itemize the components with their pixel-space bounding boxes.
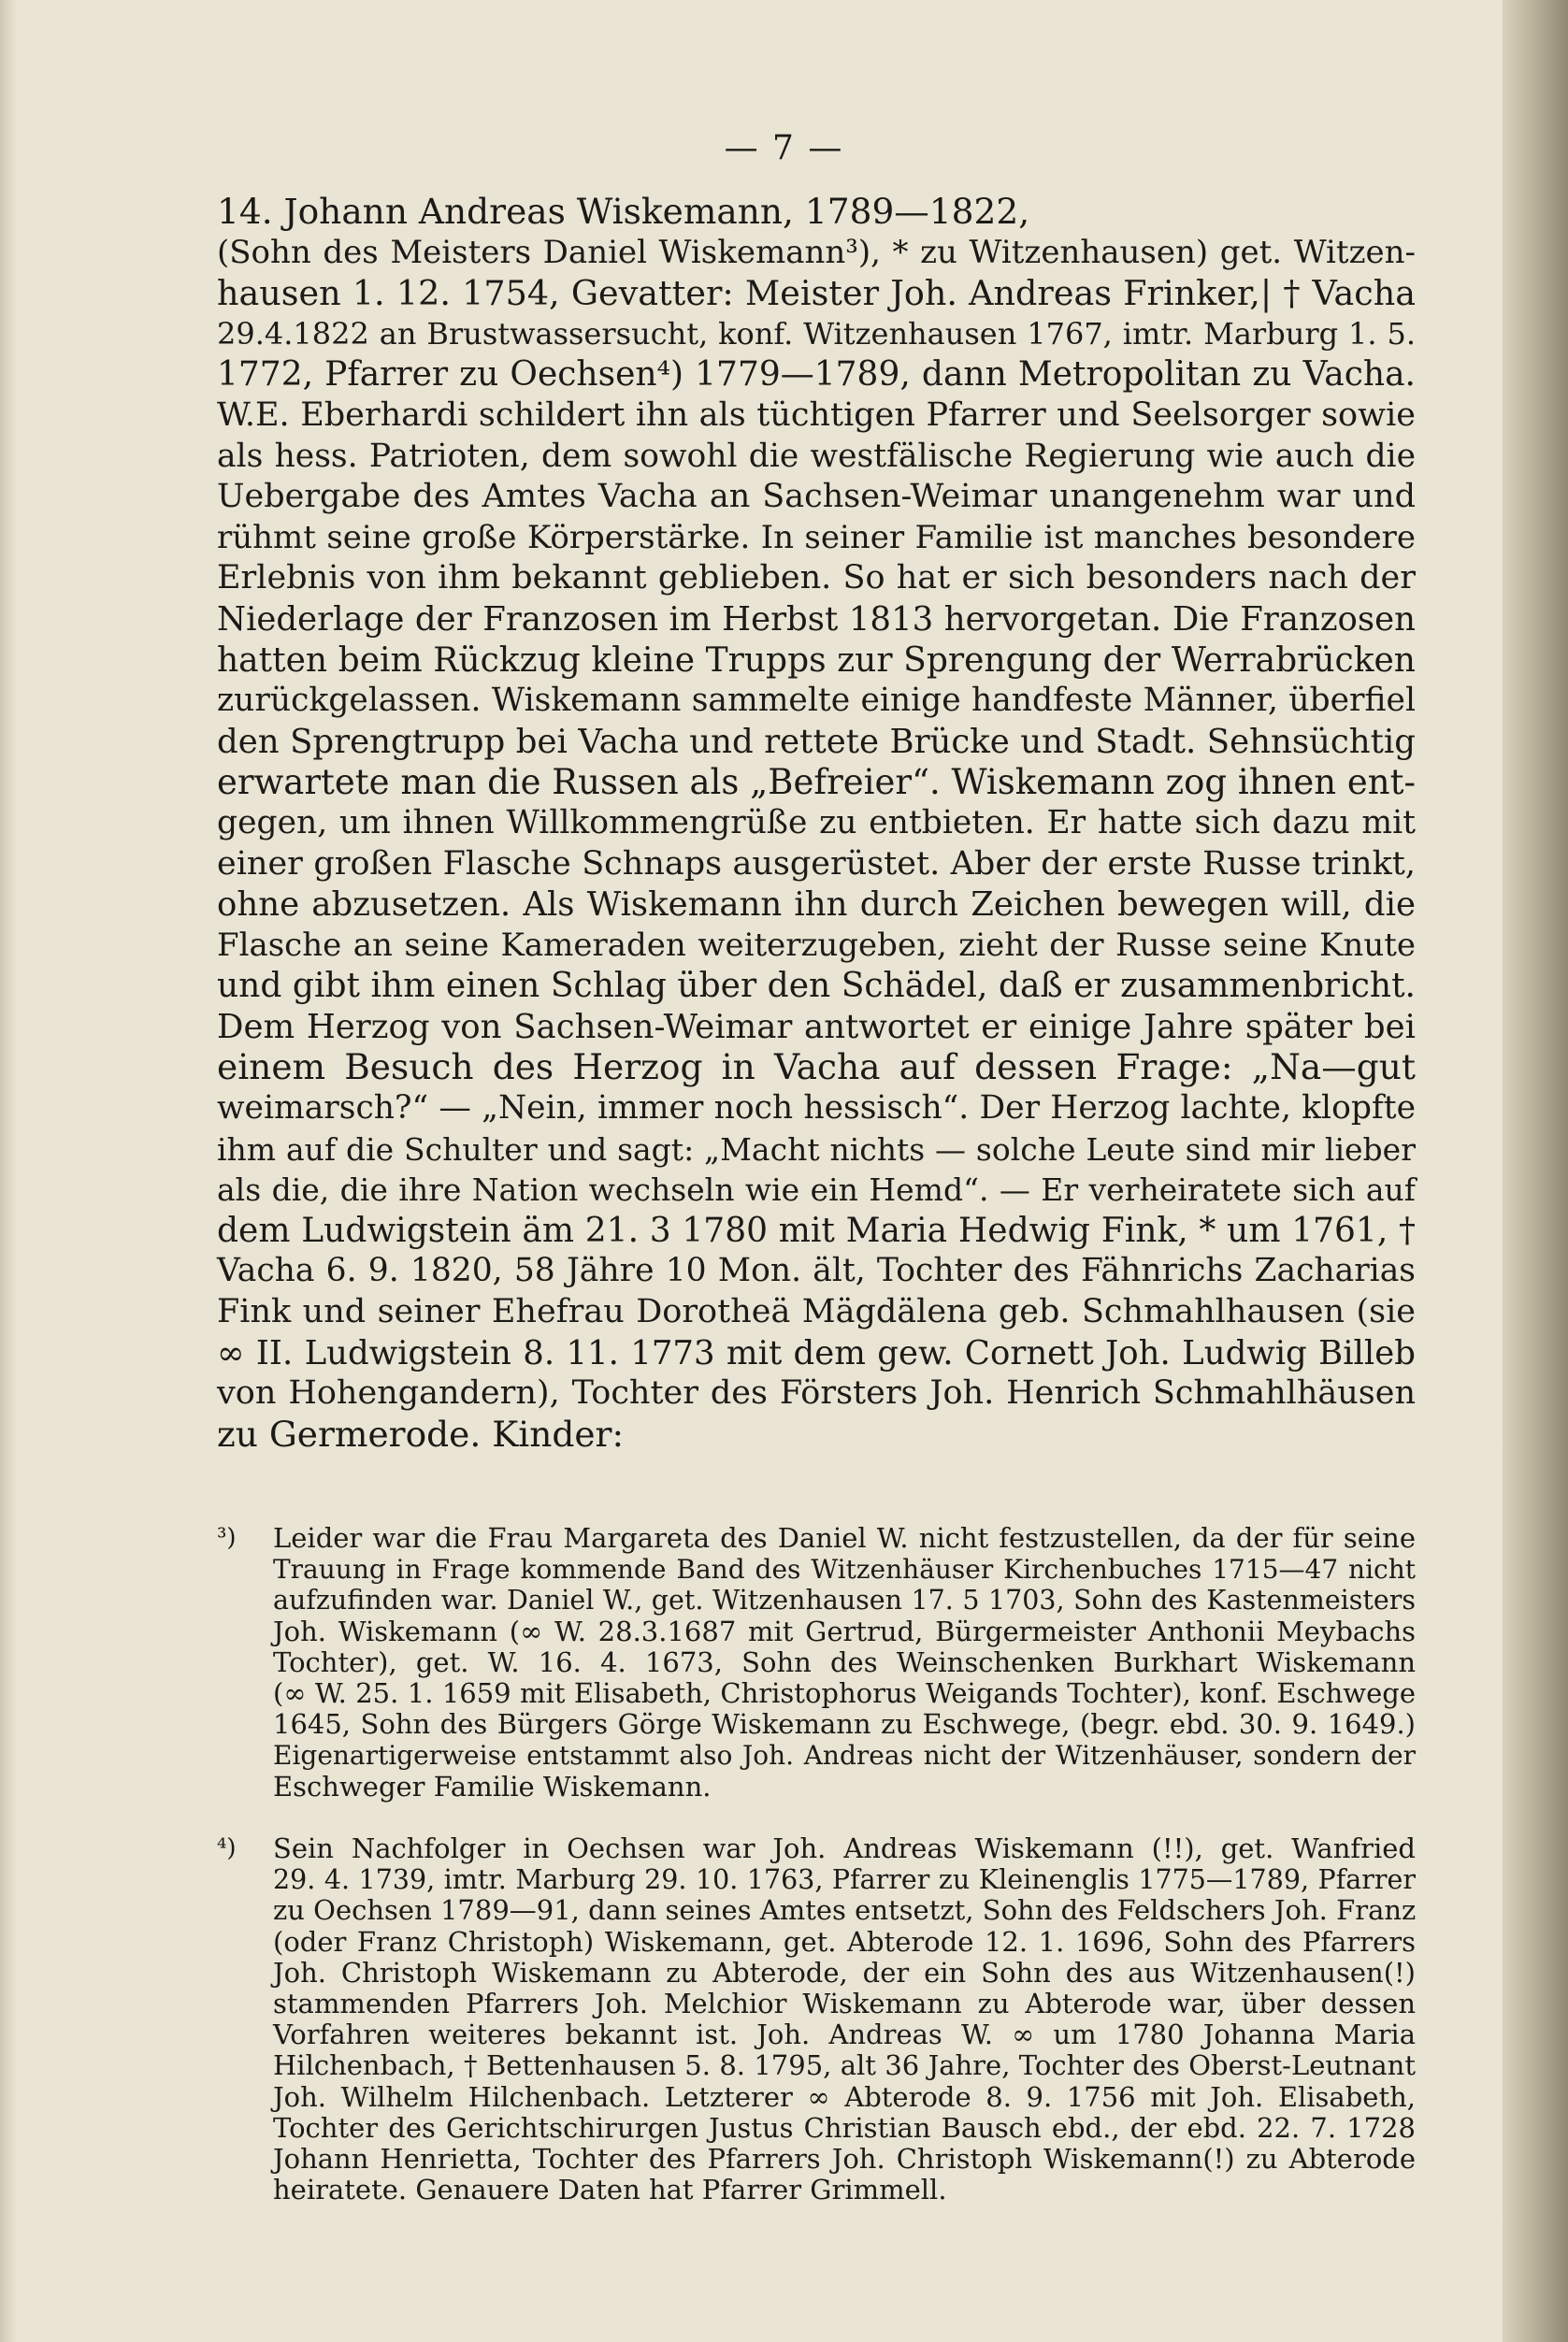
footnote-line: Vorfahren weiteres bekannt ist. Joh. Andreas W. ∞ um 1780 Johanna Maria — [273, 2019, 1416, 2051]
text-line: W.E. Eberhardi schildert ihn als tüchtigen Pfarrer und Seelsorger sowie — [217, 395, 1416, 434]
text-line: hatten beim Rückzug kleine Trupps zur Sprengung der Werrabrücken — [217, 640, 1416, 680]
text-line: rühmt seine große Körperstärke. In seiner Familie ist manches besondere — [217, 518, 1416, 556]
footnote-4-marker: ⁴) — [217, 1834, 237, 1862]
text-line: 1772, Pfarrer zu Oechsen⁴) 1779—1789, dann Metropolitan zu Vacha. — [217, 355, 1416, 395]
text-line: als hess. Patrioten, dem sowohl die westfälische Regierung wie auch die — [217, 437, 1416, 475]
text-line: den Sprengtrupp bei Vacha und rettete Brücke und Stadt. Sehnsüchtig — [217, 722, 1416, 761]
footnote-line: Joh. Wiskemann (∞ W. 28.3.1687 mit Gertrud, Bürgermeister Anthonii Meybachs — [273, 1615, 1416, 1647]
text-line: gegen, um ihnen Willkommengrüße zu entbieten. Er hatte sich dazu mit — [217, 803, 1416, 841]
text-line: 29.4.1822 an Brustwassersucht, konf. Witzenhausen 1767, imtr. Marburg 1. 5. — [217, 315, 1416, 352]
footnote-line: Leider war die Frau Margareta des Daniel W. nicht festzustellen, da der für seine — [273, 1522, 1416, 1554]
text-line: Erlebnis von ihm bekannt geblieben. So hat er sich besonders nach der — [217, 559, 1416, 597]
text-line: einer großen Flasche Schnaps ausgerüstet. Aber der erste Russe trinkt, — [217, 844, 1416, 883]
footnote-line: Eschweger Familie Wiskemann. — [273, 1770, 712, 1803]
text-line: ihm auf die Schulter und sagt: „Macht nichts — solche Leute sind mir lieber — [217, 1130, 1416, 1168]
footnote-line: (∞ W. 25. 1. 1659 mit Elisabeth, Christophorus Weigands Tochter), konf. Eschwege — [273, 1677, 1416, 1710]
footnote-line: Trauung in Frage kommende Band des Witzenhäuser Kirchenbuches 1715—47 nicht — [273, 1554, 1416, 1586]
footnote-line: Johann Henrietta, Tochter des Pfarrers Joh. Christoph Wiskemann(!) zu Abterode — [273, 2143, 1416, 2176]
footnote-3-body — [273, 1523, 1416, 1803]
text-line: 14. Johann Andreas Wiskemann, 1789—1822, — [217, 191, 1030, 232]
footnote-line: 29. 4. 1739, imtr. Marburg 29. 10. 1763, Pfarrer zu Kleinenglis 1775—1789, Pfarrer — [273, 1864, 1416, 1896]
footnote-line: Sein Nachfolger in Oechsen war Joh. Andreas Wiskemann (!!), get. Wanfried — [273, 1832, 1416, 1864]
footnote-line: heiratete. Genauere Daten hat Pfarrer Grimmell. — [273, 2174, 947, 2206]
text-line: weimarsch?“ — „Nein, immer noch hessisch“. Der Herzog lachte, klopfte — [217, 1089, 1416, 1128]
main-body-text — [217, 192, 1416, 1455]
page-number: — 7 — — [724, 129, 844, 167]
footnote-line: zu Oechsen 1789—91, dann seines Amtes entsetzt, Sohn des Feldschers Joh. Franz — [273, 1894, 1417, 1927]
text-line: einem Besuch des Herzog in Vacha auf dessen Frage: „Na—gut — [217, 1046, 1416, 1088]
text-line: Vacha 6. 9. 1820, 58 Jähre 10 Mon. ält, Tochter des Fähnrichs Zacharias — [217, 1252, 1416, 1290]
text-line: und gibt ihm einen Schlag über den Schädel, daß er zusammenbricht. — [217, 967, 1416, 1006]
text-line: Uebergabe des Amtes Vacha an Sachsen-Weimar unangenehm war und — [217, 478, 1416, 516]
page-left-edge — [0, 0, 17, 2342]
binding-edge — [1503, 0, 1568, 2342]
text-line: hausen 1. 12. 1754, Gevatter: Meister Joh. Andreas Frinker,| † Vacha — [217, 273, 1416, 314]
footnote-line: 1645, Sohn des Bürgers Görge Wiskemann zu Eschwege, (begr. ebd. 30. 9. 1649.) — [273, 1708, 1416, 1741]
text-line: ∞ II. Ludwigstein 8. 11. 1773 mit dem gew. Cornett Joh. Ludwig Billeb — [217, 1333, 1416, 1372]
footnote-line: Eigenartigerweise entstammt also Joh. Andreas nicht der Witzenhäuser, sondern der — [273, 1740, 1416, 1772]
text-line: zurückgelassen. Wiskemann sammelte einige handfeste Männer, überfiel — [217, 682, 1416, 720]
text-line: erwartete man die Russen als „Befreier“. Wiskemann zog ihnen ent- — [217, 762, 1416, 803]
footnote-line: stammenden Pfarrers Joh. Melchior Wiskemann zu Abterode war, über dessen — [273, 1988, 1416, 2020]
text-line: Dem Herzog von Sachsen-Weimar antwortet er einige Jahre später bei — [217, 1007, 1416, 1046]
footnote-line: Tochter), get. W. 16. 4. 1673, Sohn des Weinschenken Burkhart Wiskemann — [273, 1645, 1416, 1678]
footnote-line: (oder Franz Christoph) Wiskemann, get. Abterode 12. 1. 1696, Sohn des Pfarrers — [273, 1925, 1416, 1958]
footnote-line: Tochter des Gerichtschirurgen Justus Christian Bausch ebd., der ebd. 22. 7. 1728 — [273, 2111, 1416, 2144]
text-line: von Hohengandern), Tochter des Försters Joh. Henrich Schmahlhäusen — [217, 1374, 1416, 1413]
text-line: zu Germerode. Kinder: — [217, 1413, 625, 1455]
footnote-3-marker: ³) — [217, 1524, 237, 1552]
footnote-line: aufzufinden war. Daniel W., get. Witzenhausen 17. 5 1703, Sohn des Kastenmeisters — [273, 1585, 1416, 1616]
text-line: Flasche an seine Kameraden weiterzugeben, zieht der Russe seine Knute — [217, 926, 1416, 964]
text-line: ohne abzusetzen. Als Wiskemann ihn durch Zeichen bewegen will, die — [217, 885, 1416, 925]
text-line: als die, die ihre Nation wechseln wie ein Hemd“. — Er verheiratete sich auf — [217, 1171, 1416, 1209]
footnote-4-body — [273, 1833, 1416, 2206]
footnote-line: Hilchenbach, † Bettenhausen 5. 8. 1795, alt 36 Jahre, Tochter des Oberst-Leutnant — [273, 2049, 1416, 2082]
footnote-line: Joh. Christoph Wiskemann zu Abterode, der ein Sohn des aus Witzenhausen(!) — [273, 1956, 1416, 1989]
text-line: Fink und seiner Ehefrau Dorotheä Mägdälena geb. Schmahlhausen (sie — [217, 1293, 1416, 1331]
footnote-line: Joh. Wilhelm Hilchenbach. Letzterer ∞ Abterode 8. 9. 1756 mit Joh. Elisabeth, — [273, 2080, 1416, 2113]
text-line: Niederlage der Franzosen im Herbst 1813 hervorgetan. Die Franzosen — [217, 599, 1416, 639]
text-line: dem Ludwigstein äm 21. 3 1780 mit Maria Hedwig Fink, * um 1761, † — [217, 1211, 1416, 1250]
text-line: (Sohn des Meisters Daniel Wiskemann³), * zu Witzenhausen) get. Witzen- — [217, 233, 1416, 271]
